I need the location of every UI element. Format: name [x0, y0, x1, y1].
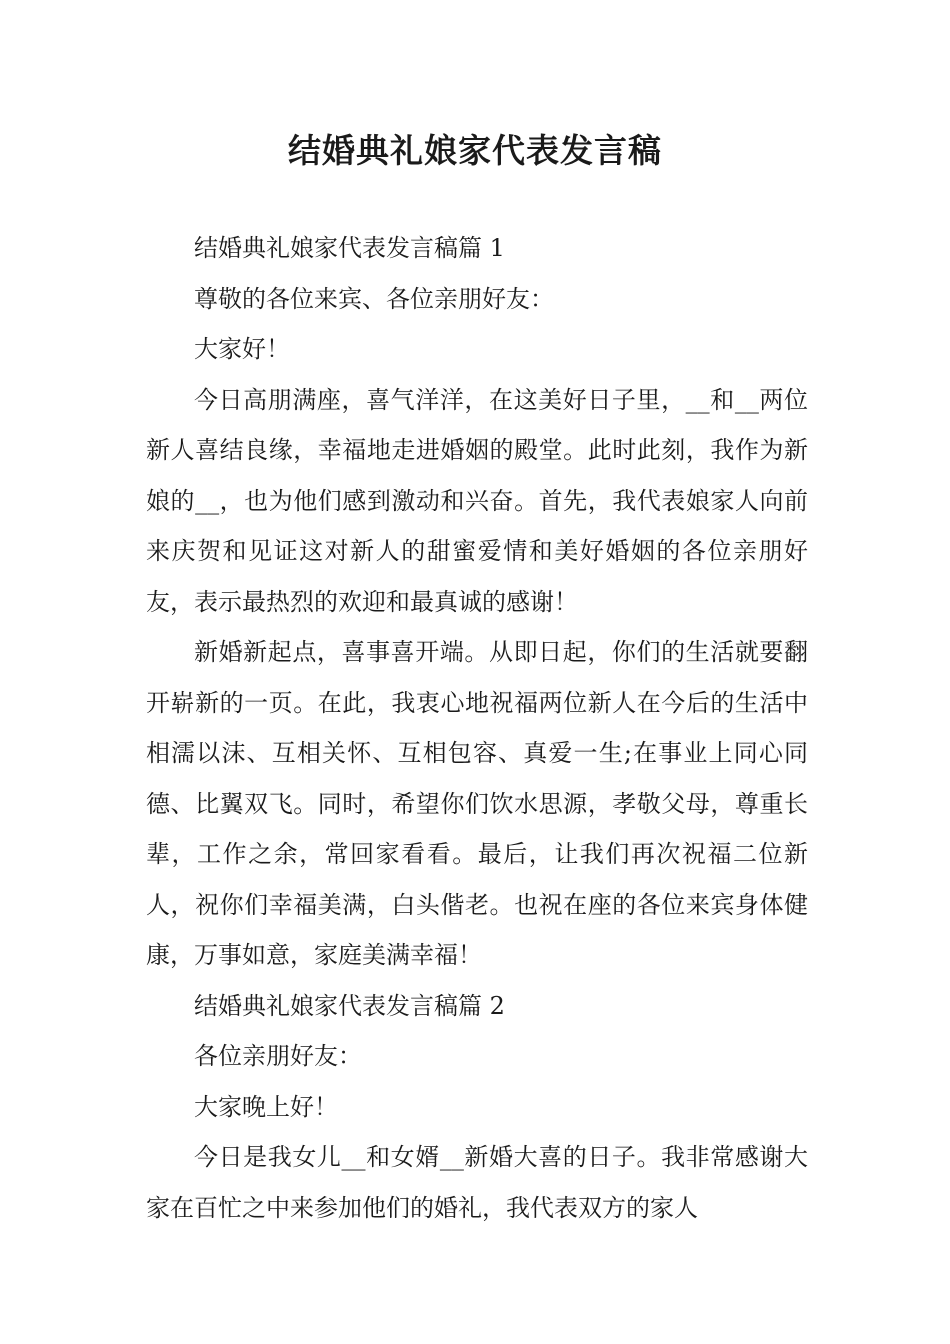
salutation-2: 各位亲朋好友： [194, 1042, 362, 1070]
section-heading-1: 结婚典礼娘家代表发言稿篇 1 [194, 234, 505, 262]
greeting-1: 大家好！ [194, 335, 290, 363]
salutation-1: 尊敬的各位来宾、各位亲朋好友： [194, 284, 554, 313]
section-heading-2: 结婚典礼娘家代表发言稿篇 2 [194, 991, 505, 1020]
body-paragraph-2: 新婚新起点，喜事喜开端。从即日起，你们的生活就要翻开崭新的一页。在此，我衷心地祝福两位新人在今后的生活中相濡以沫、互相关怀、互相包容、真爱一生;在事业上同心同德、比翼双飞。同时，希望你们饮水思源，孝敬父母，尊重长辈，工作之余，常回家看看。最后，让我们再次祝福二位新人，祝你们幸福美满，白头偕老。也祝在座的各位来宾身体健康，万事如意，家庭美满幸福！ [146, 638, 808, 969]
body-paragraph-3: 今日是我女儿__和女婿__新婚大喜的日子。我非常感谢大家在百忙之中来参加他们的婚礼，我代表双方的家人 [146, 1143, 808, 1222]
body-paragraph-1: 今日高朋满座，喜气洋洋，在这美好日子里，__和__两位新人喜结良缘，幸福地走进婚姻的殿堂。此时此刻，我作为新娘的__，也为他们感到激动和兴奋。首先，我代表娘家人向前来庆贺和见证这对新人的甜蜜爱情和美好婚姻的各位亲朋好友，表示最热烈的欢迎和最真诚的感谢！ [146, 385, 808, 616]
document-title: 结婚典礼娘家代表发言稿 [288, 131, 662, 170]
greeting-2: 大家晚上好！ [194, 1092, 338, 1121]
document-body [146, 223, 808, 1233]
